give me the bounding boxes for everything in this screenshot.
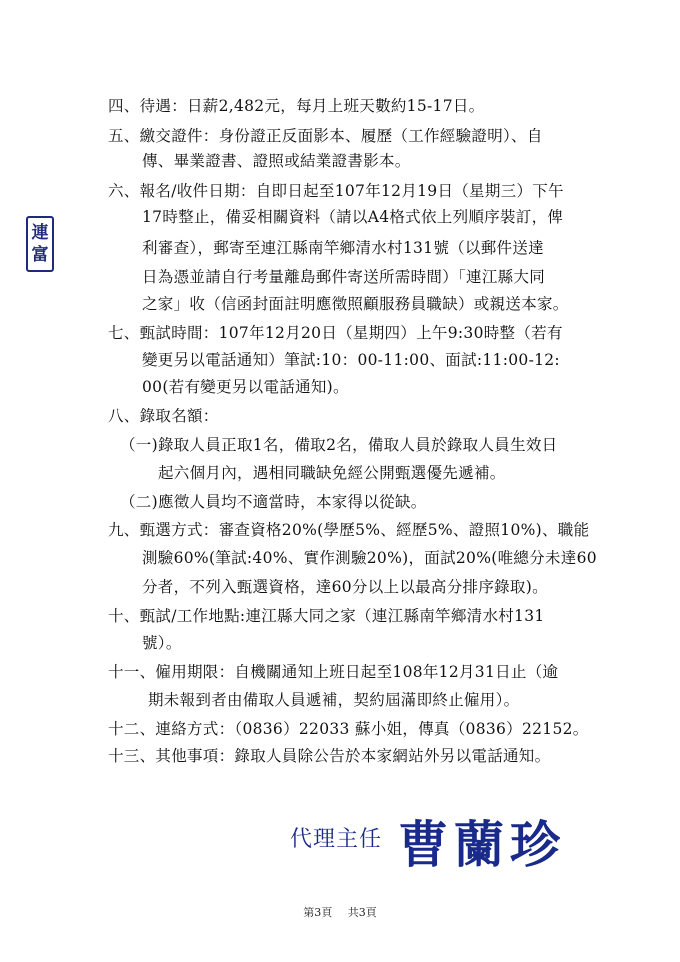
- item-7-exam-time: 七、甄試時間：107年12月20日（星期四）上午9:30時整（若有: [108, 324, 563, 342]
- item-11-employment-period: 十一、僱用期限：自機關通知上班日起至108年12月31日止（逾: [108, 663, 559, 681]
- item-6-line-5: 之家」收（信函封面註明應徵照顧服務員職缺）或親送本家。: [142, 295, 569, 313]
- item-13-other: 十三、其他事項：錄取人員除公告於本家網站外另以電話通知。: [108, 747, 551, 765]
- item-7-line-3: 00(若有變更另以電話通知)。: [142, 378, 349, 396]
- footer-total-pages: 共3頁: [347, 906, 377, 919]
- item-7-line-2: 變更另以電話通知）筆試:10：00-11:00、面試:11:00-12:: [142, 351, 560, 369]
- item-9-line-2: 測驗60%(筆試:40%、實作測驗20%)，面試20%(唯總分未達60: [142, 549, 597, 567]
- side-seal-stamp: [26, 216, 54, 272]
- seal-char-2: 富: [31, 245, 49, 265]
- page-footer: [0, 904, 680, 920]
- item-9-selection: 九、甄選方式：審查資格20%(學歷5%、經歷5%、證照10%)、職能: [108, 521, 590, 539]
- item-5-documents-cont: 傳、畢業證書、證照或結業證書影本。: [142, 152, 411, 170]
- item-6-line-4: 日為憑並請自行考量離島郵件寄送所需時間）「連江縣大同: [142, 268, 546, 286]
- item-12-contact: 十二、連絡方式：（0836）22033 蘇小姐，傳真（0836）22152。: [108, 720, 589, 738]
- item-10-line-2: 號）。: [142, 634, 182, 652]
- signature-title: 代理主任: [290, 827, 383, 852]
- item-10-location: 十、甄試/工作地點:連江縣大同之家（連江縣南竿鄉清水村131: [108, 607, 545, 625]
- item-11-line-2: 期未報到者由備取人員遞補，契約屆滿即終止僱用）。: [148, 691, 520, 709]
- item-5-documents: 五、繳交證件：身份證正反面影本、履歷（工作經驗證明）、自: [108, 127, 543, 145]
- item-9-line-3: 分者，不列入甄選資格，達60分以上以最高分排序錄取)。: [142, 578, 548, 596]
- item-8-sub-1: （一)錄取人員正取1名，備取2名，備取人員於錄取人員生效日: [120, 436, 558, 454]
- item-8-sub-1-cont: 起六個月內，遇相同職缺免經公開甄選優先遞補。: [158, 464, 506, 482]
- footer-page-number: 第3頁: [303, 906, 333, 919]
- item-6-application-date: 六、報名/收件日期：自即日起至107年12月19日（星期三）下午: [108, 182, 564, 200]
- signature-name: 曹蘭珍: [398, 815, 566, 874]
- seal-char-1: 連: [31, 223, 49, 243]
- item-4-salary: 四、待遇：日薪2,482元，每月上班天數約15-17日。: [108, 97, 485, 115]
- item-8-quota: 八、錄取名額：: [108, 407, 219, 425]
- item-8-sub-2: （二)應徵人員均不適當時，本家得以從缺。: [120, 493, 427, 511]
- item-6-line-3: 利審查），郵寄至連江縣南竿鄉清水村131號（以郵件送達: [142, 239, 544, 257]
- item-6-line-2: 17時整止，備妥相關資料（請以A4格式依上列順序裝訂，俾: [142, 208, 564, 226]
